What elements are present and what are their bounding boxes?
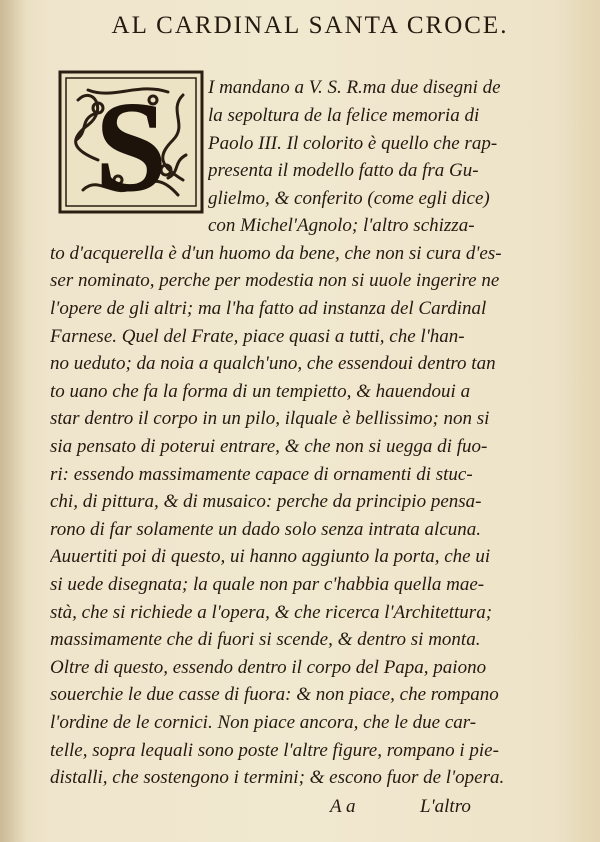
text-line: star dentro il corpo in un pilo, ilquale è bellissimo; non si <box>50 409 490 428</box>
text-line: Farnese. Quel del Frate, piace quasi a tutti, che l'han- <box>50 327 465 346</box>
text-line: rono di far solamente un dado solo senza intrata alcuna. <box>50 520 482 539</box>
signature-mark: A a <box>330 796 356 817</box>
text-line: Paolo III. Il colorito è quello che rap- <box>208 134 498 153</box>
catchword: L'altro <box>420 796 471 817</box>
text-line: Auuertiti poi di questo, ui hanno aggiunto la porta, che ui <box>50 547 491 566</box>
text-line: to d'acquerella è d'un huomo da bene, che non si cura d'es- <box>50 244 502 263</box>
text-line: telle, sopra lequali sono poste l'altre figure, rompano i pie- <box>50 741 499 760</box>
text-line: Oltre di questo, essendo dentro il corpo del Papa, paiono <box>50 658 487 677</box>
initial-letter: S <box>95 76 167 214</box>
text-line: si uede disegnata; la quale non par c'habbia quella mae- <box>50 575 485 594</box>
text-line: stà, che si richiede a l'opera, & che ricerca l'Architettura; <box>50 603 493 622</box>
text-line: sia pensato di poterui entrare, & che non si uegga di fuo- <box>50 437 488 456</box>
text-line: distalli, che sostengono i termini; & escono fuor de l'opera. <box>50 768 505 787</box>
text-line: chi, di pittura, & di musaico: perche da principio pensa- <box>50 492 482 511</box>
page-header: AL CARDINAL SANTA CROCE. <box>111 12 509 39</box>
text-line: presenta il modello fatto da fra Gu- <box>208 161 479 180</box>
text-line: souerchie le due casse di fuora: & non piace, che rompano <box>50 685 499 704</box>
text-line: ri: essendo massimamente capace di ornamenti di stuc- <box>50 465 473 484</box>
text-line: l'ordine de le cornici. Non piace ancora, che le due car- <box>50 713 477 732</box>
text-line: ser nominato, perche per modestia non si uuole ingerire ne <box>50 271 500 290</box>
text-line: l'opere de gli altri; ma l'ha fatto ad instanza del Cardinal <box>50 299 487 318</box>
decorated-initial-s <box>58 70 204 214</box>
text-line: la sepoltura de la felice memoria di <box>208 106 480 125</box>
text-line: to uano che fa la forma di un tempietto, & hauendoui a <box>50 382 471 401</box>
text-line: no ueduto; da noia a qualch'uno, che essendoui dentro tan <box>50 354 496 373</box>
text-line: I mandano a V. S. R.ma due disegni de <box>208 78 501 97</box>
text-line: massimamente che di fuori si scende, & dentro si monta. <box>50 630 481 649</box>
text-line: con Michel'Agnolo; l'altro schizza- <box>208 216 475 235</box>
text-line: glielmo, & conferito (come egli dice) <box>208 189 490 208</box>
